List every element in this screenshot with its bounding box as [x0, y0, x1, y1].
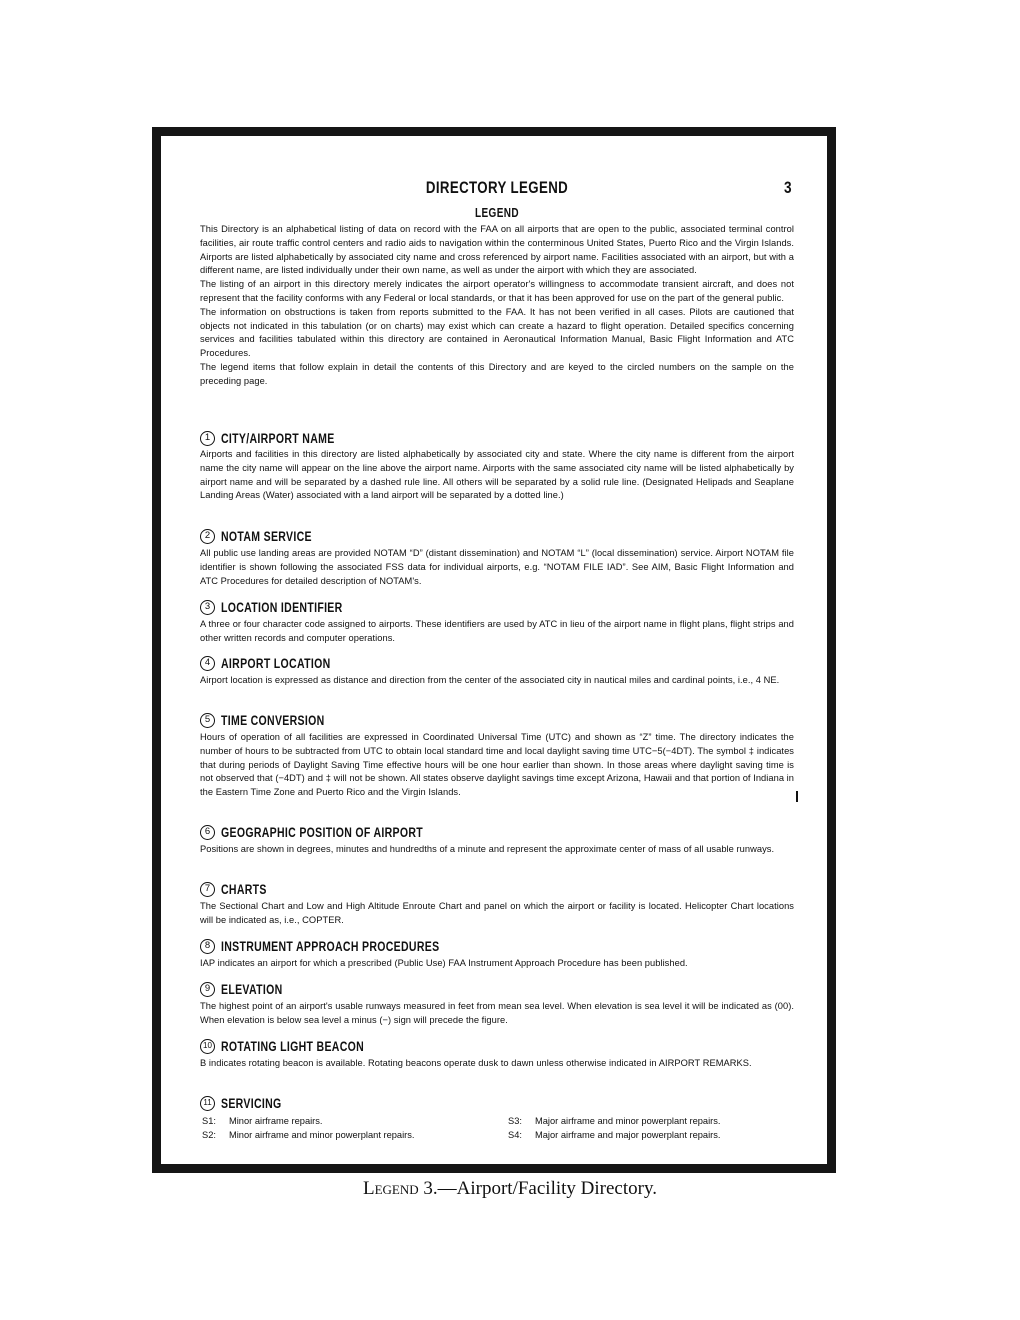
servicing-code: S4:: [508, 1130, 522, 1140]
caption-label: Legend: [363, 1178, 419, 1199]
servicing-desc: Major airframe and major powerplant repairs.: [535, 1130, 721, 1140]
intro-text: [200, 223, 794, 389]
section-heading: [200, 879, 280, 899]
section-text: Positions are shown in degrees, minutes and hundredths of a minute and represent the approximate center of mass of all usable runways.: [200, 844, 775, 854]
circled-number: 4: [200, 656, 215, 671]
section-body: [200, 957, 794, 971]
section-body: [200, 843, 794, 857]
section-text: All public use landing areas are provided NOTAM “D” (distant dissemination) and NOTAM “L” (local dissemination) service. Airport NOTAM file identifier is shown following the associated FSS data for individual airports, e.g. “NOTAM FILE IAD”. See AIM, Basic Flight Information and ATC Procedures for detailed description of NOTAM's.: [200, 548, 794, 586]
circled-number: 2: [200, 529, 215, 544]
section-title: LOCATION IDENTIFIER: [221, 599, 343, 615]
section-body: [200, 547, 794, 588]
section-text: A three or four character code assigned to airports. These identifiers are used by ATC in lieu of the airport name in flight plans, flight strips and other written records and computer operations.: [200, 619, 794, 643]
servicing-code: S3:: [508, 1116, 522, 1126]
section-heading: [200, 653, 361, 673]
section-heading: [200, 1093, 299, 1113]
section-title: TIME CONVERSION: [221, 712, 325, 728]
servicing-item: [202, 1114, 323, 1128]
page-number: 3: [783, 178, 792, 197]
section-heading: [200, 822, 480, 842]
servicing-item: [508, 1128, 721, 1142]
circled-number: 8: [200, 939, 215, 954]
section-body: [200, 448, 794, 503]
section-heading: [200, 1036, 404, 1056]
intro-paragraph: The listing of an airport in this directory merely indicates the airport operator's willingness to accommodate transient aircraft, and does not represent that the facility conforms with any Federal or local standards, or that it has been approved for use on the part of the general public.: [200, 279, 794, 303]
intro-paragraph: The legend items that follow explain in detail the contents of this Directory and are keyed to the circled numbers on the sample on the preceding page.: [200, 361, 794, 386]
circled-number: 3: [200, 600, 215, 615]
figure-caption: [0, 1178, 1020, 1200]
servicing-code: S2:: [202, 1130, 216, 1140]
circled-number: 9: [200, 982, 215, 997]
section-text: B indicates rotating beacon is available. Rotating beacons operate dusk to dawn unless otherwise indicated in AIRPORT REMARKS.: [200, 1058, 752, 1068]
servicing-code: S1:: [202, 1116, 216, 1126]
page-header: [200, 176, 794, 202]
section-title: ROTATING LIGHT BEACON: [221, 1038, 365, 1054]
servicing-item: [202, 1128, 415, 1142]
section-title: SERVICING: [221, 1095, 282, 1111]
section-title: CHARTS: [221, 881, 267, 897]
servicing-desc: Minor airframe and minor powerplant repairs.: [229, 1130, 415, 1140]
section-title: NOTAM SERVICE: [221, 528, 312, 544]
servicing-desc: Minor airframe repairs.: [229, 1116, 323, 1126]
change-bar: [796, 791, 798, 802]
section-body: [200, 674, 794, 688]
intro-paragraph: The information on obstructions is taken from reports submitted to the FAA. It has not been verified in all cases. Pilots are cautioned that objects not indicated in this tabulation (or on charts) may exist which can create a hazard to flight operation. Detailed specifics concerning services and facilities tabulated within this directory are contained in Aeronautical Information Manual, Basic Flight Information and ATC Procedures.: [200, 306, 794, 359]
servicing-desc: Major airframe and minor powerplant repairs.: [535, 1116, 721, 1126]
section-title: ELEVATION: [221, 981, 283, 997]
section-text: IAP indicates an airport for which a prescribed (Public Use) FAA Instrument Approach Procedure has been published.: [200, 958, 688, 968]
intro-paragraph: This Directory is an alphabetical listing of data on record with the FAA on all airports that are open to the public, associated terminal control facilities, air route traffic control centers and radio aids to navigation within the conterminous United States, Puerto Rico and the Virgin Islands. Airports are listed alphabetically by associated city name and cross referenced by airport name. Facilities associated with an airport, but with a different name, are listed individually under their own name, as well as under the airport with which they are associated.: [200, 224, 794, 276]
section-title: CITY/AIRPORT NAME: [221, 430, 335, 446]
circled-number: 6: [200, 825, 215, 840]
section-body: [200, 900, 794, 928]
caption-text: 3.—Airport/Facility Directory.: [423, 1178, 657, 1199]
circled-number: 10: [200, 1039, 215, 1054]
section-text: The highest point of an airport's usable runways measured in feet from mean sea level. When elevation is sea level it will be indicated as (00). When elevation is below sea level a minus (−) sign will precede the figure.: [200, 1001, 794, 1025]
circled-number: 7: [200, 882, 215, 897]
section-heading: [200, 428, 367, 448]
section-body: [200, 618, 794, 646]
circled-number: 11: [200, 1096, 215, 1111]
section-heading: [200, 597, 377, 617]
section-heading: [200, 526, 337, 546]
section-body: [200, 1057, 794, 1071]
section-title: INSTRUMENT APPROACH PROCEDURES: [221, 938, 440, 954]
section-text: Airport location is expressed as distance and direction from the center of the associated city in nautical miles and cardinal points, i.e., 4 NE.: [200, 675, 780, 685]
circled-number: 1: [200, 431, 215, 446]
section-text: Hours of operation of all facilities are expressed in Coordinated Universal Time (UTC) and shown as “Z” time. The directory indicates the number of hours to be subtracted from UTC to obtain local standard time and local daylight saving time UTC−5(−4DT). The symbol ‡ indicates that during periods of Daylight Saving Time effective hours will be one hour earlier than shown. In those areas where daylight saving time is not observed that (−4DT) and ‡ will not be shown. All states observe daylight savings time except Arizona, Hawaii and that portion of Indiana in the Eastern Time Zone and Puerto Rico and the Virgin Islands.: [200, 732, 795, 798]
section-text: The Sectional Chart and Low and High Altitude Enroute Chart and panel on which the airport or facility is located. Helicopter Chart locations will be indicated as, i.e., COPTER.: [200, 901, 794, 925]
page-title: DIRECTORY LEGEND: [425, 178, 569, 197]
section-heading: [200, 710, 354, 730]
section-heading: [200, 979, 300, 999]
section-body: [200, 731, 794, 800]
section-text: Airports and facilities in this directory are listed alphabetically by associated city and state. Where the city name is different from the airport name the city name will appear on the line above the airport name. Airports with the same associated city name will be listed alphabetically by airport name and will be separated by a dashed rule line. All others will be separated by a solid rule line. (Designated Helipads and Seaplane Landing Areas (Water) associated with a land airport will be separated by a dotted line.): [200, 449, 794, 501]
circled-number: 5: [200, 713, 215, 728]
legend-heading: LEGEND: [474, 206, 520, 220]
section-body: [200, 1000, 794, 1028]
servicing-item: [508, 1114, 721, 1128]
section-heading: [200, 936, 501, 956]
section-title: GEOGRAPHIC POSITION OF AIRPORT: [221, 824, 424, 840]
section-title: AIRPORT LOCATION: [221, 655, 331, 671]
